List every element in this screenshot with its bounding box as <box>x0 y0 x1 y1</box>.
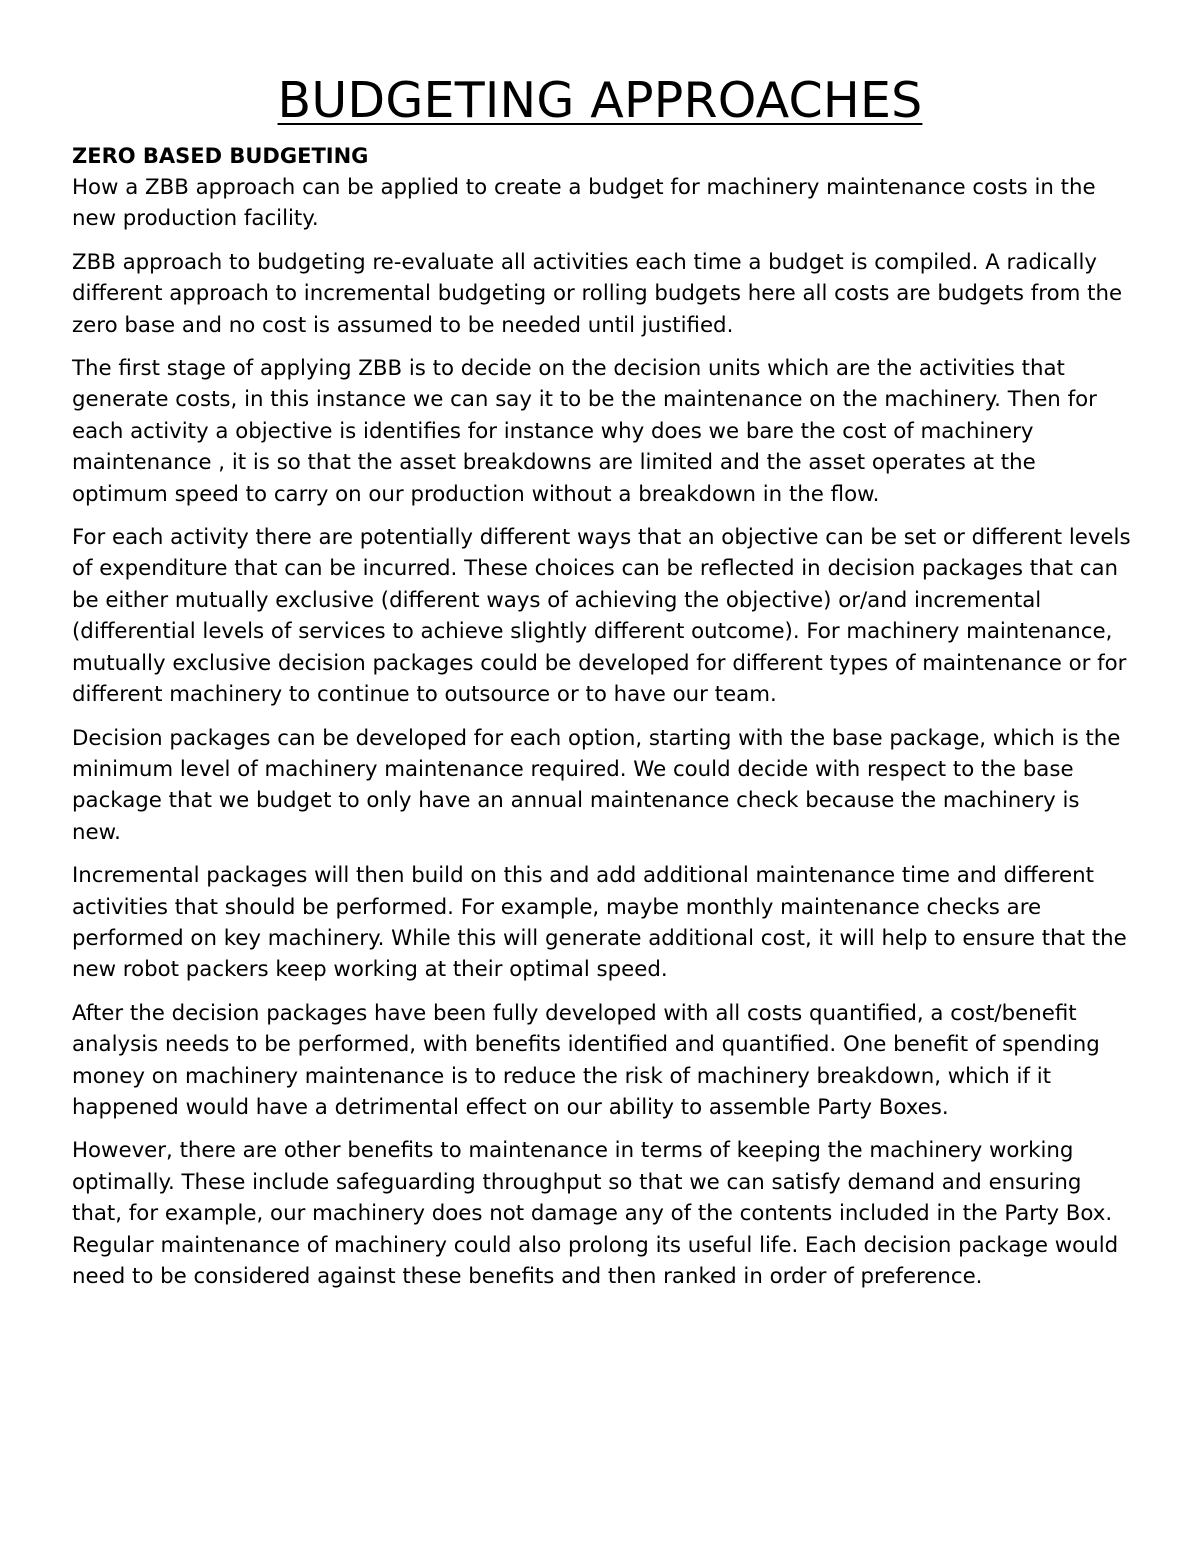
document-page <box>72 70 1132 1292</box>
paragraph-base-package: Decision packages can be developed for each option, starting with the base package, which is the minimum level of machinery maintenance required. We could decide with respect to the base package that we budget to only have an annual maintenance check because the machinery is new. <box>72 725 1121 845</box>
paragraph-intro: How a ZBB approach can be applied to create a budget for machinery maintenance costs in the new production facility. <box>72 175 1096 232</box>
paragraph-decision-packages-options: For each activity there are potentially different ways that an objective can be set or different levels of expenditure that can be incurred. These choices can be reflected in decision packages that can be either mutually exclusive (different ways of achieving the objective) or/and incremental (differential levels of services to achieve slightly different outcome). For machinery maintenance, mutually exclusive decision packages could be developed for different types of maintenance or for different machinery to continue to outsource or to have our team. <box>72 525 1131 708</box>
paragraph-incremental-packages: Incremental packages will then build on this and add additional maintenance time and different activities that should be performed. For example, maybe monthly maintenance checks are performed on key machinery. While this will generate additional cost, it will help to ensure that the new robot packers keep working at their optimal speed. <box>72 863 1127 983</box>
section-heading: ZERO BASED BUDGETING <box>72 144 369 168</box>
paragraph-cost-benefit: After the decision packages have been fully developed with all costs quantified, a cost/benefit analysis needs to be performed, with benefits identified and quantified. One benefit of spending money on machinery maintenance is to reduce the risk of machinery breakdown, which if it happened would have a detrimental effect on our ability to assemble Party Boxes. <box>72 1000 1100 1120</box>
document-title: BUDGETING APPROACHES <box>277 72 923 129</box>
paragraph-other-benefits: However, there are other benefits to maintenance in terms of keeping the machinery working optimally. These include safeguarding throughput so that we can satisfy demand and ensuring that, for example, our machinery does not damage any of the contents included in the Party Box. Regular maintenance of machinery could also prolong its useful life. Each decision package would need to be considered against these benefits and then ranked in order of preference. <box>72 1138 1119 1289</box>
paragraph-zbb-definition: ZBB approach to budgeting re-evaluate all activities each time a budget is compiled. A radically different approach to incremental budgeting or rolling budgets here all costs are budgets from the zero base and no cost is assumed to be needed until justified. <box>72 249 1123 338</box>
paragraph-first-stage: The first stage of applying ZBB is to decide on the decision units which are the activities that generate costs, in this instance we can say it to be the maintenance on the machinery. Then for each activity a objective is identifies for instance why does we bare the cost of machinery maintenance , it is so that the asset breakdowns are limited and the asset operates at the optimum speed to carry on our production without a breakdown in the flow. <box>72 356 1097 507</box>
